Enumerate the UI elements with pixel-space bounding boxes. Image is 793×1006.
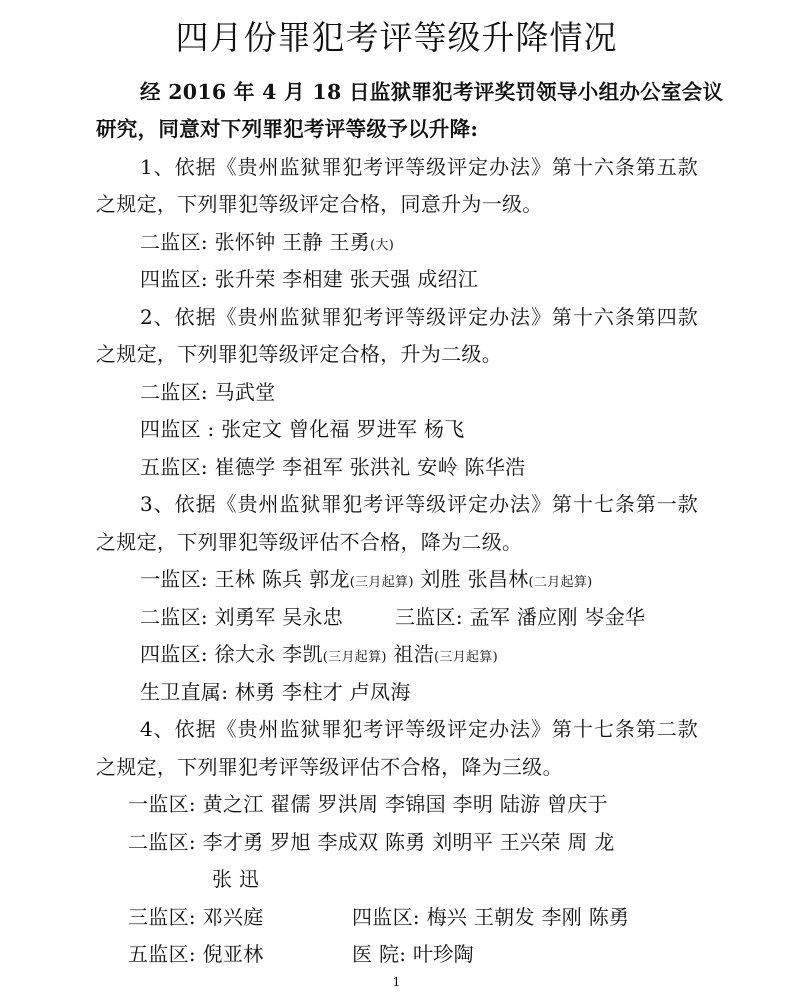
item-3-group-4 bbox=[140, 678, 411, 706]
group-note: (三月起算) bbox=[434, 650, 498, 665]
group-names: 邓兴庭 bbox=[202, 905, 264, 929]
group-note: (三月起算) bbox=[322, 650, 387, 665]
group-names: 祖浩 bbox=[393, 642, 435, 666]
item-2-line-2: 之规定，下列罪犯等级评定合格，升为二级。 bbox=[96, 342, 502, 366]
group-label: 一监区: bbox=[140, 567, 208, 591]
group-note: (大) bbox=[370, 238, 395, 253]
group-label: 四监区 : bbox=[140, 417, 215, 441]
item-4-group-1 bbox=[128, 790, 608, 818]
group-label: 五监区: bbox=[128, 942, 196, 966]
page-number: 1 bbox=[392, 975, 401, 989]
group-names: 徐大永 李凯 bbox=[214, 642, 323, 666]
item-1-line-2: 之规定，下列罪犯等级评定合格，同意升为一级。 bbox=[96, 192, 543, 216]
group-names: 黄之江 翟儒 罗洪周 李锦国 李明 陆游 曾庆于 bbox=[202, 792, 608, 816]
item-3-group-3 bbox=[140, 640, 498, 672]
item-3-group-2 bbox=[140, 603, 343, 631]
item-1-line-1: 1、依据《贵州监狱罪犯考评等级评定办法》第十六条第五款 bbox=[140, 155, 698, 179]
group-names: 刘勇军 吴永忠 bbox=[214, 605, 344, 629]
group-label: 二监区: bbox=[128, 830, 196, 854]
document-title: 四月份罪犯考评等级升降情况 bbox=[175, 18, 618, 57]
item-4-group-3b bbox=[352, 903, 629, 931]
group-names: 叶珍陶 bbox=[412, 942, 474, 966]
item-2-line-1: 2、依据《贵州监狱罪犯考评等级评定办法》第十六条第四款 bbox=[140, 305, 698, 329]
group-label: 四监区: bbox=[140, 267, 208, 291]
group-label: 四监区: bbox=[352, 905, 420, 929]
group-label: 五监区: bbox=[140, 455, 208, 479]
intro-line-2: 研究，同意对下列罪犯考评等级予以升降: bbox=[96, 117, 479, 141]
group-names: 倪亚林 bbox=[202, 942, 264, 966]
item-4-group-4b bbox=[352, 940, 474, 968]
group-names: 孟军 潘应刚 岑金华 bbox=[469, 605, 646, 629]
group-names: 林勇 李柱才 卢凤海 bbox=[234, 680, 411, 704]
item-4-group-2-continued: 张 迅 bbox=[212, 867, 260, 891]
group-label: 一监区: bbox=[128, 792, 196, 816]
item-2-group-3 bbox=[140, 453, 525, 481]
group-label: 二监区: bbox=[140, 230, 208, 254]
group-label: 生卫直属: bbox=[140, 680, 229, 704]
item-2-group-2 bbox=[140, 415, 465, 443]
group-names: 马武堂 bbox=[214, 380, 276, 404]
item-3-group-2b bbox=[395, 603, 645, 631]
group-names: 王林 陈兵 郭龙 bbox=[214, 567, 350, 591]
item-2-group-1 bbox=[140, 378, 276, 406]
item-4-line-1: 4、依据《贵州监狱罪犯考评等级评定办法》第十七条第二款 bbox=[140, 717, 698, 741]
group-label: 三监区: bbox=[128, 905, 196, 929]
group-label: 三监区: bbox=[395, 605, 463, 629]
group-names: 张升荣 李相建 张天强 成绍江 bbox=[214, 267, 479, 291]
group-note: (三月起算) bbox=[349, 575, 414, 590]
group-names: 崔德学 李祖军 张洪礼 安岭 陈华浩 bbox=[214, 455, 526, 479]
group-names: 刘胜 张昌林 bbox=[420, 567, 529, 591]
group-names: 张定文 曾化福 罗进军 杨飞 bbox=[221, 417, 465, 441]
group-label: 四监区: bbox=[140, 642, 208, 666]
item-3-line-1: 3、依据《贵州监狱罪犯考评等级评定办法》第十七条第一款 bbox=[140, 492, 698, 516]
group-names: 梅兴 王朝发 李刚 陈勇 bbox=[426, 905, 630, 929]
group-note: (二月起算) bbox=[528, 575, 593, 590]
group-label: 二监区: bbox=[140, 605, 208, 629]
item-1-group-2 bbox=[140, 265, 478, 293]
item-1-group-1 bbox=[140, 228, 394, 260]
group-names: 张怀钟 王静 王勇 bbox=[214, 230, 371, 254]
item-3-line-2: 之规定，下列罪犯等级评估不合格，降为二级。 bbox=[96, 530, 523, 554]
group-names: 李才勇 罗旭 李成双 陈勇 刘明平 王兴荣 周 龙 bbox=[202, 830, 615, 854]
item-3-group-1 bbox=[140, 565, 593, 597]
item-4-group-3 bbox=[128, 903, 264, 931]
group-label: 医 院: bbox=[352, 942, 407, 966]
item-4-group-4 bbox=[128, 940, 264, 968]
intro-line-1: 经 2016 年 4 月 18 日监狱罪犯考评奖罚领导小组办公室会议 bbox=[140, 80, 724, 104]
item-4-line-2: 之规定，下列罪犯考评等级评估不合格，降为三级。 bbox=[96, 755, 563, 779]
group-label: 二监区: bbox=[140, 380, 208, 404]
item-4-group-2 bbox=[128, 828, 615, 856]
